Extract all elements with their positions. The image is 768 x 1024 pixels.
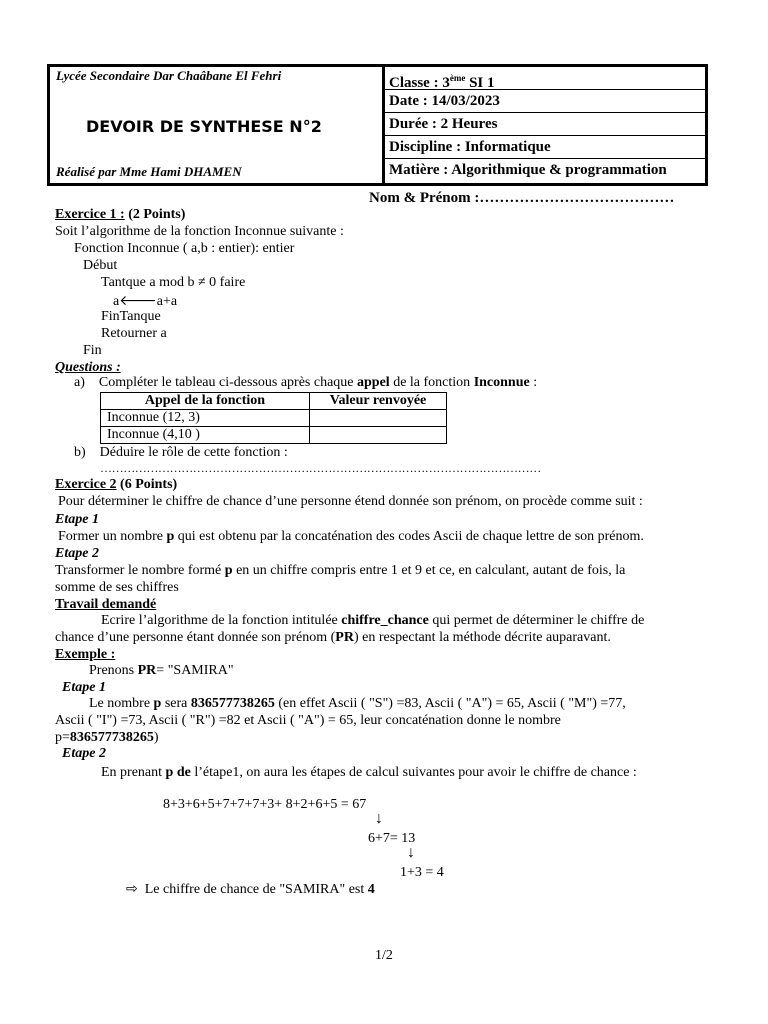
var-p: p [166, 529, 175, 544]
arrow-down-icon: ↓ [407, 844, 415, 861]
text-part: en un chiffre compris entre 1 et 9 et ce, en calculant, autant de fois, la [232, 563, 626, 578]
text-part: p= [55, 730, 70, 745]
ex-etape1-line2: Ascii ( "I") =73, Ascii ( "R") =82 et Ascii ( "A") = 65, leur concaténation donne le nombre [55, 713, 561, 728]
qa-prefix: a) [74, 375, 85, 390]
ex2-title: Exercice 2 [55, 477, 117, 492]
school-name: Lycée Secondaire Dar Chaâbane El Fehri [56, 68, 282, 83]
qa-bold: appel [357, 375, 390, 390]
etape2-label: Etape 2 [55, 546, 99, 561]
text-part: Le chiffre de chance de "SAMIRA" est [144, 882, 368, 897]
question-b [74, 445, 288, 461]
qa-text: de la fonction [389, 375, 474, 390]
classe-label: Classe : 3 [389, 75, 450, 91]
nom-prenom-field: Nom & Prénom :………………………………… [369, 190, 675, 206]
exam-title: DEVOIR DE SYNTHESE N°2 [86, 117, 322, 136]
var-pr: PR [137, 663, 157, 678]
ex2-heading [55, 477, 177, 493]
ex2-intro: Pour déterminer le chiffre de chance d’une personne étend donnée son prénom, on procède comme suit : [58, 494, 643, 509]
ex-etape1-line1 [89, 696, 626, 712]
ex-etape1-label: Etape 1 [62, 680, 106, 695]
text-part: qui est obtenu par la concaténation des codes Ascii de chaque lettre de son prénom. [174, 529, 644, 544]
questions-label: Questions : [55, 360, 121, 375]
prenons-line [89, 663, 234, 679]
code-line: Fonction Inconnue ( a,b : entier): entier [74, 241, 295, 256]
text-part: Le nombre [89, 696, 154, 711]
ex1-points: (2 Points) [124, 207, 186, 222]
etape2-text-cont: somme de ses chiffres [55, 580, 179, 595]
answer-cell[interactable] [310, 410, 447, 427]
table-cell: Inconnue (12, 3) [101, 410, 310, 427]
code-line: Début [83, 258, 118, 273]
calc-step-3: 1+3 = 4 [400, 865, 444, 880]
ex1-intro: Soit l’algorithme de la fonction Inconnue suivante : [55, 224, 344, 239]
calc-step-1: 8+3+6+5+7+7+7+3+ 8+2+6+5 = 67 [163, 797, 367, 812]
ex-etape2-label: Etape 2 [62, 746, 106, 761]
text-part: Prenons [89, 663, 138, 678]
answer-dots: …………………………………………………………………………………………………… [100, 461, 541, 475]
var-p: p [224, 563, 233, 578]
travail-label: Travail demandé [55, 597, 157, 612]
etape1-label: Etape 1 [55, 512, 99, 527]
matiere-cell: Matière : Algorithmique & programmation [389, 162, 667, 178]
ex-etape1-line3 [55, 730, 159, 746]
etape1-text [58, 529, 644, 545]
table-header: Valeur renvoyée [310, 393, 447, 410]
qa-bold: Inconnue [473, 375, 530, 390]
ex1-heading [55, 207, 185, 223]
ex2-points: (6 Points) [116, 477, 178, 492]
classe-cell [385, 67, 705, 90]
var-pr: PR [335, 630, 354, 645]
text-part: (en effet Ascii ( "S") =83, Ascii ( "A") = 65, Ascii ( "M") =77, [274, 696, 626, 711]
discipline-cell: Discipline : Informatique [385, 136, 705, 159]
code-line: Retourner a [101, 326, 167, 341]
author: Réalisé par Mme Hami DHAMEN [56, 164, 242, 179]
number-p: 836577738265 [190, 696, 275, 711]
table-header-row [101, 393, 447, 410]
text-part: En prenant [101, 765, 166, 780]
answer-cell[interactable] [310, 427, 447, 444]
function-name: chiffre_chance [341, 613, 429, 628]
duree-cell: Durée : 2 Heures [385, 113, 705, 136]
code-line: Tantque a mod b ≠ 0 faire [101, 275, 246, 290]
result-value: 4 [367, 882, 375, 897]
table-row [101, 427, 447, 444]
etape2-text [55, 563, 625, 579]
table-row [101, 410, 447, 427]
code-line: FinTanque [101, 309, 161, 324]
text-part: Transformer le nombre formé [55, 563, 225, 578]
exemple-label: Exemple : [55, 647, 116, 662]
var-p: p [153, 696, 162, 711]
travail-text [101, 613, 644, 629]
question-a [74, 375, 537, 391]
conclusion [126, 881, 375, 898]
calls-table [100, 392, 447, 444]
ex-etape2-text [101, 765, 637, 781]
qa-text: Compléter le tableau ci-dessous après chaque [98, 375, 358, 390]
header-frame [47, 64, 708, 186]
calc-step-2: 6+7= 13 [368, 831, 416, 846]
number-p: 836577738265 [69, 730, 154, 745]
table-header: Appel de la fonction [101, 393, 310, 410]
qb-prefix: b) [74, 445, 86, 460]
text-part: Ecrire l’algorithme de la fonction intitulée [101, 613, 342, 628]
classe-suffix: SI 1 [465, 75, 495, 91]
date-cell: Date : 14/03/2023 [385, 90, 705, 113]
var-p: p de [165, 765, 191, 780]
code-line: Fin [83, 343, 102, 358]
text-part: sera [161, 696, 191, 711]
travail-text-cont [55, 630, 611, 646]
text-part: l’étape1, on aura les étapes de calcul suivantes pour avoir le chiffre de chance : [190, 765, 637, 780]
text-part: = "SAMIRA" [156, 663, 234, 678]
ex1-title: Exercice 1 : [55, 207, 125, 222]
qa-text: : [529, 375, 538, 390]
table-cell: Inconnue (4,10 ) [101, 427, 310, 444]
qb-text: Déduire le rôle de cette fonction : [99, 445, 288, 460]
code-line: a🡐a+a [113, 294, 178, 309]
text-part: Former un nombre [58, 529, 167, 544]
right-arrow-icon: ⇨ [126, 882, 138, 897]
arrow-down-icon: ↓ [375, 810, 383, 827]
text-part: ) [153, 730, 159, 745]
text-part: ) en respectant la méthode décrite auparavant. [353, 630, 611, 645]
text-part: qui permet de déterminer le chiffre de [428, 613, 645, 628]
page-number: 1/2 [375, 948, 393, 963]
classe-sup: ème [449, 73, 466, 83]
text-part: chance d’une personne étant donnée son prénom ( [55, 630, 336, 645]
